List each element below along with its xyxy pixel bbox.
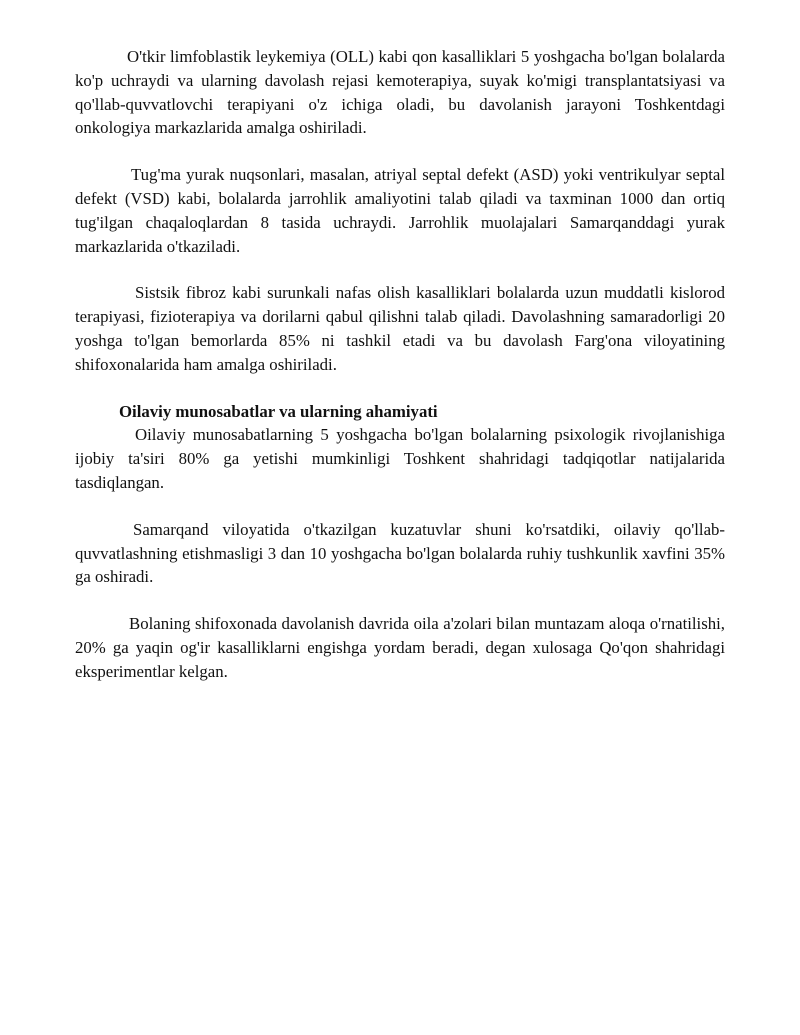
document-body [75,45,725,684]
paragraph-hospital-contact: Bolaning shifoxonada davolanish davrida oila a'zolari bilan muntazam aloqa o'rnatilishi, 20% ga yaqin og'ir kasalliklarni engishga yordam beradi, degan xulosaga Qo'qon shahridagi eksperimentlar kelgan. [75,614,725,681]
paragraph-family-influence: Oilaviy munosabatlarning 5 yoshgacha bo'lgan bolalarning psixologik rivojlanishiga ijobiy ta'siri 80% ga yetishi mumkinligi Toshkent shahridagi tadqiqotlar natijalarida tasdiqlangan. [75,425,725,492]
section-heading: Oilaviy munosabatlar va ularning ahamiyati [119,401,438,421]
paragraph-cystic-fibrosis: Sistsik fibroz kabi surunkali nafas olish kasalliklari bolalarda uzun muddatli kislorod terapiyasi, fizioterapiya va dorilarni qabul qilishni talab qiladi. Davolashning samaradorligi 20 yoshga to'lgan bemorlarda 85% ni tashkil etadi va bu davolash Farg'ona viloyatining shifoxonalarida ham amalga oshiriladi. [75,283,725,374]
paragraph-leukemia: O'tkir limfoblastik leykemiya (OLL) kabi qon kasalliklari 5 yoshgacha bo'lgan bolalarda ko'p uchraydi va ularning davolash rejasi kemoterapiya, suyak ko'migi transplantatsiyasi va qo'llab-quvvatlovchi terapiyani o'z ichiga oladi, bu davolanish jarayoni Toshkentdagi onkologiya markazlarida amalga oshiriladi. [75,47,725,138]
paragraph-samarkand-observations: Samarqand viloyatida o'tkazilgan kuzatuvlar shuni ko'rsatdiki, oilaviy qo'llab-quvvatlashning etishmasligi 3 dan 10 yoshgacha bo'lgan bolalarda ruhiy tushkunlik xavfini 35% ga oshiradi. [75,519,725,587]
paragraph-heart-defects: Tug'ma yurak nuqsonlari, masalan, atriyal septal defekt (ASD) yoki ventrikulyar septal defekt (VSD) kabi, bolalarda jarrohlik amaliyotini talab qiladi va taxminan 1000 dan ortiq tug'ilgan chaqaloqlardan 8 tasida uchraydi. Jarrohlik muolajalari Samarqanddagi yurak markazlarida o'tkaziladi. [75,165,725,256]
